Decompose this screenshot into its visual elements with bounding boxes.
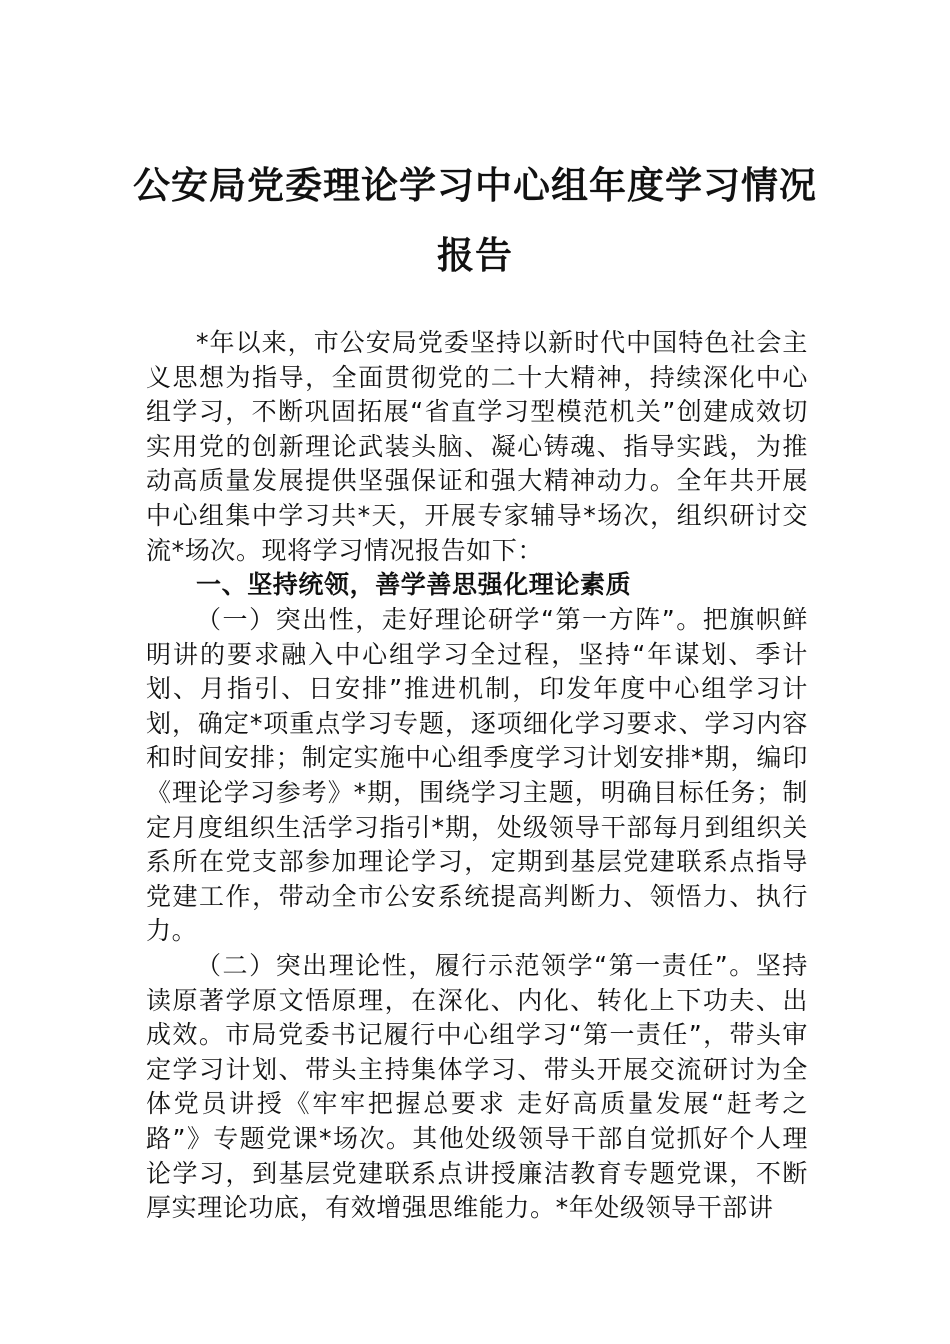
- section-1-heading: 一、坚持统领，善学善思强化理论素质: [196, 570, 632, 599]
- intro-paragraph: *年以来，市公安局党委坚持以新时代中国特色社会主义思想为指导，全面贯彻党的二十大精神，持续深化中心组学习，不断巩固拓展“省直学习型模范机关”创建成效切实用党的创新理论武装头脑、凝心铸魂、指导实践，为推动高质量发展提供坚强保证和强大精神动力。全年共开展中心组集中学习共*天，开展专家辅导*场次，组织研讨交流*场次。现将学习情况报告如下：: [146, 328, 808, 565]
- document-title-line-2: 报告: [437, 233, 513, 277]
- section-1-paragraph-1: （一）突出性，走好理论研学“第一方阵”。把旗帜鲜明讲的要求融入中心组学习全过程，坚持“年谋划、季计划、月指引、日安排”推进机制，印发年度中心组学习计划，确定*项重点学习专题，逐项细化学习要求、学习内容和时间安排；制定实施中心组季度学习计划安排*期，编印《理论学习参考》*期，围绕学习主题，明确目标任务；制定月度组织生活学习指引*期，处级领导干部每月到组织关系所在党支部参加理论学习，定期到基层党建联系点指导党建工作，带动全市公安系统提高判断力、领悟力、执行力。: [146, 605, 808, 946]
- section-1-paragraph-2: （二）突出理论性，履行示范领学“第一责任”。坚持读原著学原文悟原理，在深化、内化、转化上下功夫、出成效。市局党委书记履行中心组学习“第一责任”，带头审定学习计划、带头主持集体学习、带头开展交流研讨为全体党员讲授《牢牢把握总要求 走好高质量发展“赶考之路”》专题党课*场次。其他处级领导干部自觉抓好个人理论学习，到基层党建联系点讲授廉洁教育专题党课，不断厚实理论功底，有效增强思维能力。*年处级领导干部讲: [146, 951, 808, 1223]
- document-title-line-1: 公安局党委理论学习中心组年度学习情况: [133, 163, 817, 207]
